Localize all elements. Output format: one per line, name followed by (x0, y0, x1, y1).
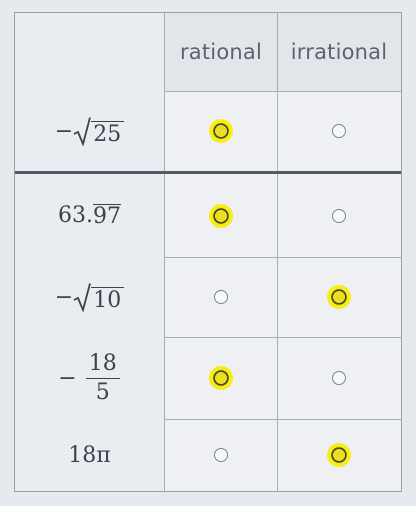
rational-radio[interactable] (214, 448, 228, 462)
expression-cell (15, 174, 165, 257)
expression-cell (15, 91, 165, 171)
minus-sign: − (54, 118, 74, 144)
header-irrational-label: irrational (290, 40, 388, 64)
irrational-option-cell[interactable] (278, 257, 400, 337)
minus-sign: − (58, 365, 77, 391)
sqrt-symbol (73, 116, 124, 146)
expression-cell (15, 419, 165, 491)
irrational-option-cell[interactable] (278, 419, 400, 491)
radicand: 25 (91, 121, 124, 146)
sqrt-symbol (73, 282, 124, 312)
table-row (15, 337, 401, 420)
repeating-digits: 97 (93, 203, 121, 229)
classification-table (14, 12, 402, 492)
header-irrational-cell (278, 13, 400, 91)
table-row (15, 419, 401, 491)
rational-option-cell[interactable] (165, 257, 278, 337)
irrational-option-cell[interactable] (278, 174, 400, 257)
irrational-radio[interactable] (327, 285, 351, 309)
rational-option-cell[interactable] (165, 419, 278, 491)
decimal-whole-part: 63. (58, 203, 93, 228)
rational-radio[interactable] (209, 366, 233, 390)
expression-repeating-decimal (58, 203, 121, 228)
rational-radio[interactable] (209, 119, 233, 143)
expression-neg-fraction (58, 350, 120, 405)
fraction-denominator: 5 (95, 379, 110, 405)
rational-option-cell[interactable] (165, 337, 278, 419)
header-empty-cell (15, 13, 165, 91)
irrational-radio[interactable] (332, 209, 346, 223)
irrational-option-cell[interactable] (278, 91, 400, 171)
table-row (15, 174, 401, 258)
table-row (15, 91, 401, 174)
expression-cell (15, 337, 165, 419)
rational-radio[interactable] (214, 290, 228, 304)
expression-neg-sqrt-10 (55, 282, 124, 312)
irrational-radio[interactable] (327, 443, 351, 467)
expression-neg-sqrt-25 (55, 116, 124, 146)
header-rational-cell (165, 13, 278, 91)
rational-radio[interactable] (209, 204, 233, 228)
expression-18-pi: 18π (68, 442, 111, 468)
rational-option-cell[interactable] (165, 174, 278, 257)
rational-option-cell[interactable] (165, 91, 278, 171)
radical-sign-icon (73, 116, 91, 146)
fraction-numerator: 18 (88, 350, 117, 376)
minus-sign: − (54, 284, 74, 310)
radicand: 10 (91, 287, 124, 312)
expression-cell (15, 257, 165, 337)
irrational-option-cell[interactable] (278, 337, 400, 419)
irrational-radio[interactable] (332, 124, 346, 138)
irrational-radio[interactable] (332, 371, 346, 385)
radical-sign-icon (73, 282, 91, 312)
header-rational-label: rational (179, 40, 263, 64)
fraction (85, 350, 121, 405)
table-row (15, 257, 401, 338)
header-row (15, 13, 401, 92)
